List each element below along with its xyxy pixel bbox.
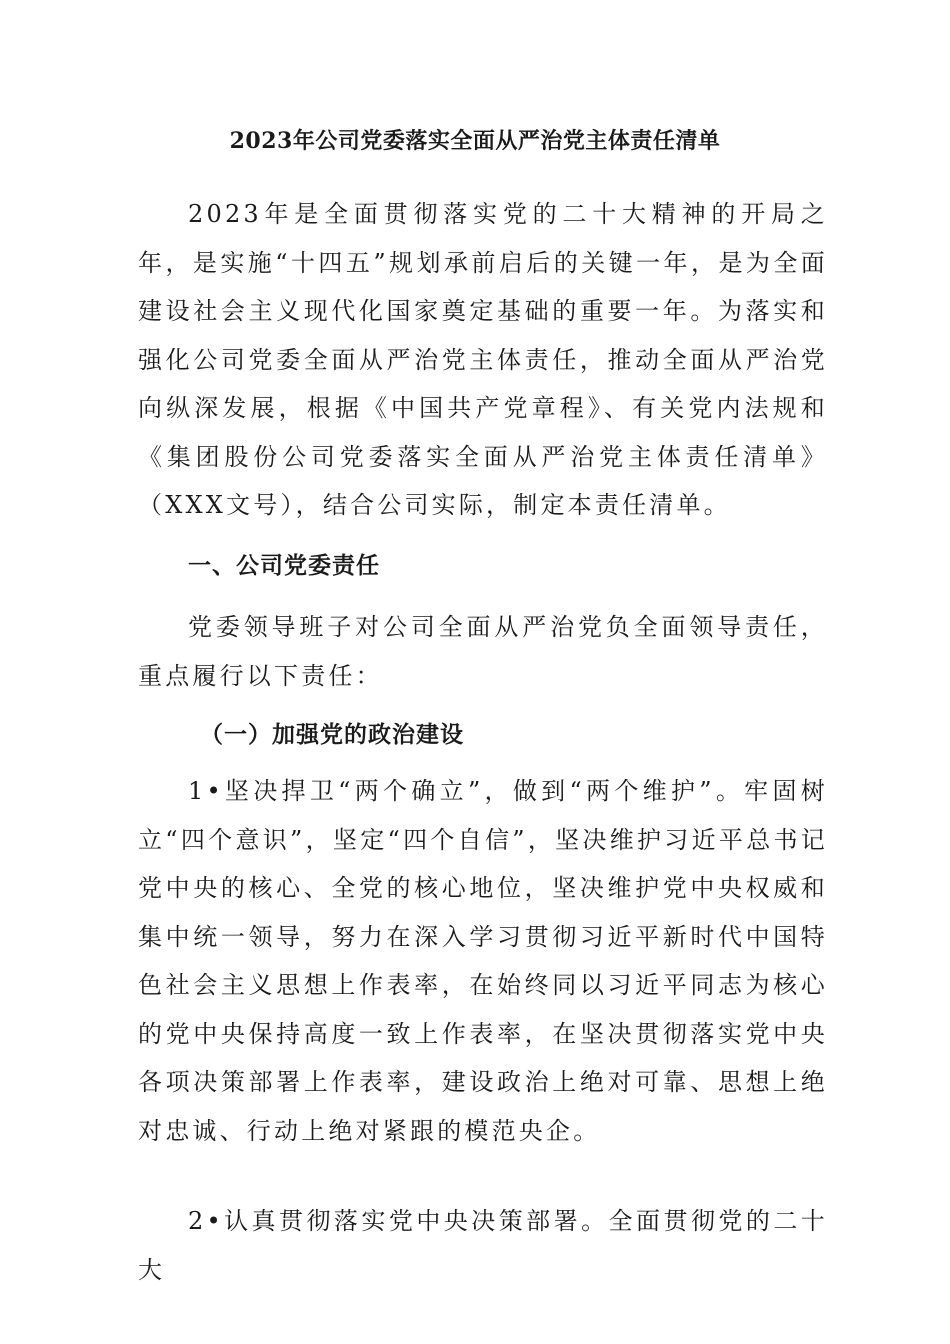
list-item-paragraph: 1•坚决捍卫“两个确立”，做到“两个维护”。牢固树立“四个意识”，坚定“四个自信”，坚决维护习近平总书记党中央的核心、全党的核心地位，坚决维护党中央权威和集中统一领导，努力在深入学习贯彻习近平新时代中国特色社会主义思想上作表率，在始终同以习近平同志为核心的党中央保持高度一致上作表率，在坚决贯彻落实党中央各项决策部署上作表率，建设政治上绝对可靠、思想上绝对忠诚、行动上绝对紧跟的模范央企。 [138, 777, 828, 1145]
intro-paragraph: 2023年是全面贯彻落实党的二十大精神的开局之年，是实施“十四五”规划承前启后的关键一年，是为全面建设社会主义现代化国家奠定基础的重要一年。为落实和强化公司党委全面从严治党主体责任，推动全面从严治党向纵深发展，根据《中国共产党章程》、有关党内法规和《集团股份公司党委落实全面从严治党主体责任清单》（XXX文号），结合公司实际，制定本责任清单。 [138, 200, 828, 519]
section-lead-paragraph: 党委领导班子对公司全面从严治党负全面领导责任，重点履行以下责任： [138, 613, 828, 690]
subsection-heading: （一）加强党的政治建设 [200, 721, 464, 748]
section-heading: 一、公司党委责任 [188, 552, 380, 579]
list-item-paragraph: 2•认真贯彻落实党中央决策部署。全面贯彻党的二十大 [138, 1207, 828, 1284]
document-title: 2023年公司党委落实全面从严治党主体责任清单 [229, 128, 721, 154]
